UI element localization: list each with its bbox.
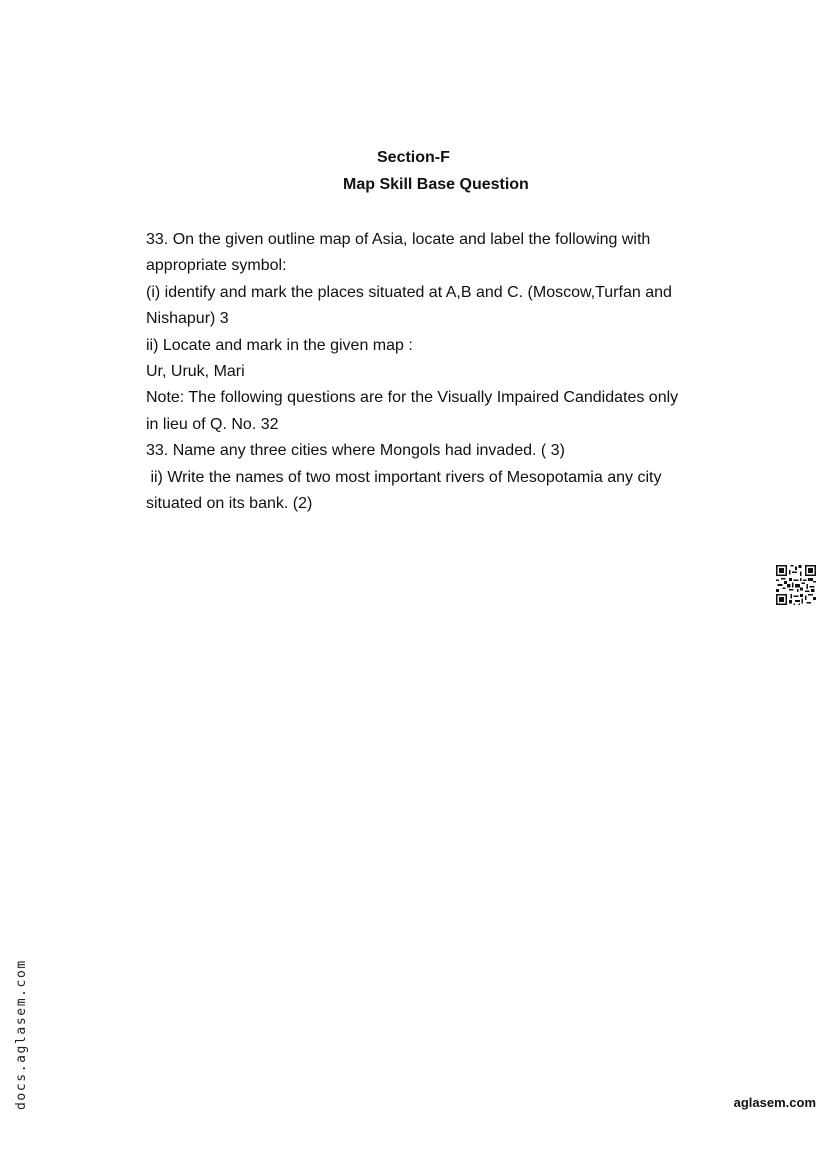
question-line: (i) identify and mark the places situated at A,B and C. (Moscow,Turfan and (146, 283, 672, 301)
question-line: 33. Name any three cities where Mongols had invaded. ( 3) (146, 442, 565, 460)
section-title: Section-F (377, 149, 450, 166)
section-subtitle: Map Skill Base Question (343, 176, 529, 193)
question-line: in lieu of Q. No. 32 (146, 415, 279, 433)
side-watermark: docs.aglasem.com (14, 959, 29, 1110)
question-line: ii) Locate and mark in the given map : (146, 336, 413, 354)
question-line: situated on its bank. (2) (146, 495, 313, 513)
qr-code-icon (776, 565, 816, 605)
question-line: Nishapur) 3 (146, 310, 229, 328)
question-line: 33. On the given outline map of Asia, locate and label the following with (146, 231, 651, 248)
question-body (146, 227, 736, 517)
question-line: ii) Write the names of two most important rivers of Mesopotamia any city (146, 468, 662, 486)
question-line: Note: The following questions are for the Visually Impaired Candidates only (146, 389, 679, 407)
footer-brand: aglasem.com (733, 1095, 816, 1110)
question-line: appropriate symbol: (146, 257, 287, 275)
question-line: Ur, Uruk, Mari (146, 363, 245, 381)
